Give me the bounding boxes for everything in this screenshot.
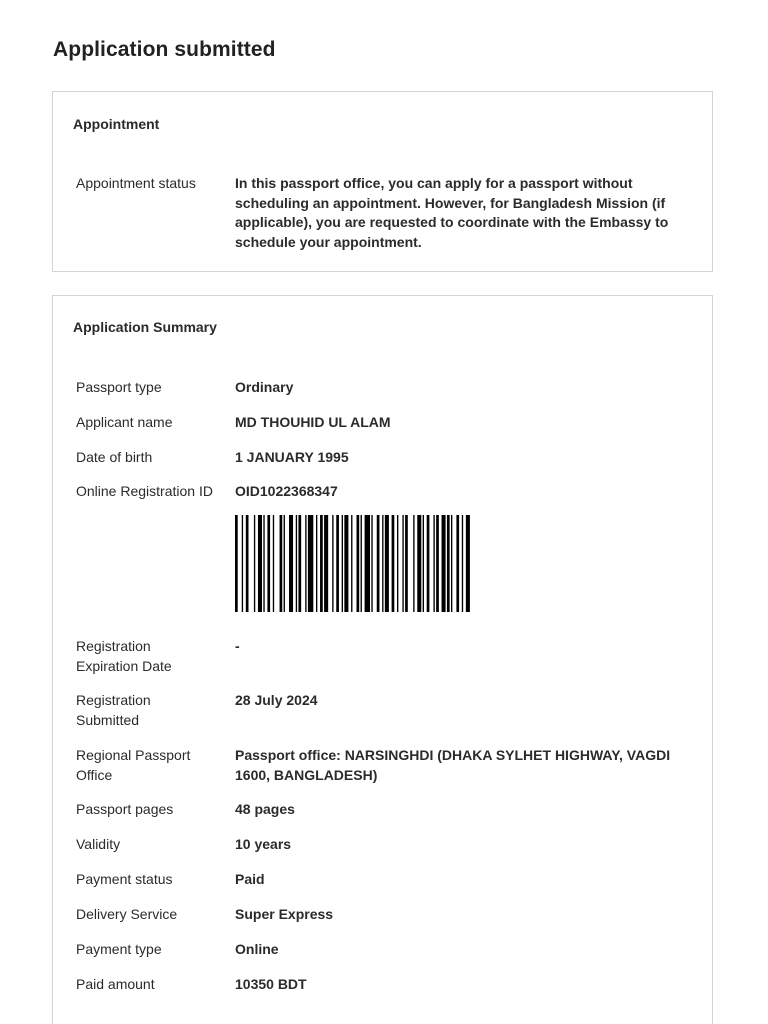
payment-status-label: Payment status <box>76 871 173 887</box>
barcode-bar <box>242 515 243 612</box>
regional-passport-office-value: Passport office: NARSINGHDI (DHAKA SYLHET HIGHWAY, VAGDI 1600, BANGLADESH) <box>235 747 671 783</box>
registration-id-label: Online Registration ID <box>76 483 213 499</box>
barcode-bar <box>258 515 262 612</box>
barcode-bar <box>267 515 270 612</box>
barcode-bar <box>298 515 301 612</box>
barcode-bar <box>263 515 264 612</box>
date-of-birth-label: Date of birth <box>76 449 153 465</box>
registration-id-value: OID1022368347 <box>235 483 338 499</box>
payment-type-label: Payment type <box>76 941 162 957</box>
barcode-bar <box>402 515 403 612</box>
barcode-bar <box>427 515 430 612</box>
barcode-bar <box>392 515 395 612</box>
paid-amount-label: Paid amount <box>76 976 155 992</box>
passport-pages-label: Passport pages <box>76 801 174 817</box>
passport-type-label: Passport type <box>76 379 162 395</box>
barcode-bar <box>289 515 293 612</box>
barcode-bar <box>296 515 297 612</box>
payment-status-value: Paid <box>235 871 265 887</box>
page-title: Application submitted <box>53 38 276 61</box>
barcode-bar <box>357 515 360 612</box>
date-of-birth-value: 1 JANUARY 1995 <box>235 449 349 465</box>
barcode-bar <box>320 515 323 612</box>
applicant-name-value: MD THOUHID UL ALAM <box>235 414 391 430</box>
payment-type-value: Online <box>235 941 279 957</box>
barcode-bar <box>284 515 285 612</box>
barcode-bar <box>385 515 389 612</box>
delivery-service-label: Delivery Service <box>76 906 178 922</box>
barcode-bar <box>273 515 274 612</box>
regional-passport-office-label: Regional Passport Office <box>76 747 191 783</box>
barcode-bar <box>377 515 380 612</box>
registration-submitted-value: 28 July 2024 <box>235 692 318 708</box>
barcode-bar <box>436 515 439 612</box>
barcode-bar <box>456 515 459 612</box>
barcode-bar <box>254 515 255 612</box>
barcode-bar <box>462 515 463 612</box>
barcode-bar <box>280 515 283 612</box>
barcode-bar <box>332 515 333 612</box>
barcode-bar <box>382 515 383 612</box>
registration-expiration-label: Registration Expiration Date <box>76 638 172 674</box>
barcode-bar <box>397 515 398 612</box>
delivery-service-value: Super Express <box>235 906 334 922</box>
validity-value: 10 years <box>235 836 292 852</box>
validity-label: Validity <box>76 836 121 852</box>
applicant-name-label: Applicant name <box>76 414 173 430</box>
appointment-heading: Appointment <box>73 116 160 132</box>
passport-type-value: Ordinary <box>235 379 294 395</box>
barcode-bar <box>451 515 452 612</box>
barcode-bar <box>417 515 421 612</box>
barcode-bar <box>423 515 424 612</box>
barcode-bar <box>361 515 362 612</box>
barcode-bar <box>344 515 348 612</box>
barcode-bar <box>405 515 408 612</box>
barcode-bar <box>305 515 306 612</box>
appointment-status-label: Appointment status <box>76 175 196 191</box>
barcode-bar <box>433 515 434 612</box>
registration-expiration-value: - <box>235 638 240 654</box>
barcode-bar <box>351 515 352 612</box>
appointment-card <box>52 91 713 272</box>
barcode-bar <box>324 515 328 612</box>
barcode-bar <box>246 515 249 612</box>
registration-barcode-icon <box>235 515 489 612</box>
registration-submitted-label: Registration Submitted <box>76 692 151 728</box>
barcode-bar <box>316 515 317 612</box>
barcode-bar <box>466 515 470 612</box>
appointment-status-value: In this passport office, you can apply for a passport without scheduling an appointment. However, for Bangladesh Mission (if applicable), you are requested to coordinate with the Embassy to schedule your appointment. <box>235 175 669 250</box>
barcode-bar <box>235 515 238 612</box>
barcode-bar <box>336 515 339 612</box>
barcode-bar <box>342 515 343 612</box>
barcode-bar <box>308 515 313 612</box>
barcode-bar <box>447 515 450 612</box>
barcode-bar <box>371 515 372 612</box>
barcode-bar <box>442 515 446 612</box>
barcode-bar <box>365 515 370 612</box>
application-summary-heading: Application Summary <box>73 319 217 335</box>
passport-pages-value: 48 pages <box>235 801 295 817</box>
paid-amount-value: 10350 BDT <box>235 976 307 992</box>
barcode-bar <box>413 515 414 612</box>
application-summary-card <box>52 295 713 1024</box>
